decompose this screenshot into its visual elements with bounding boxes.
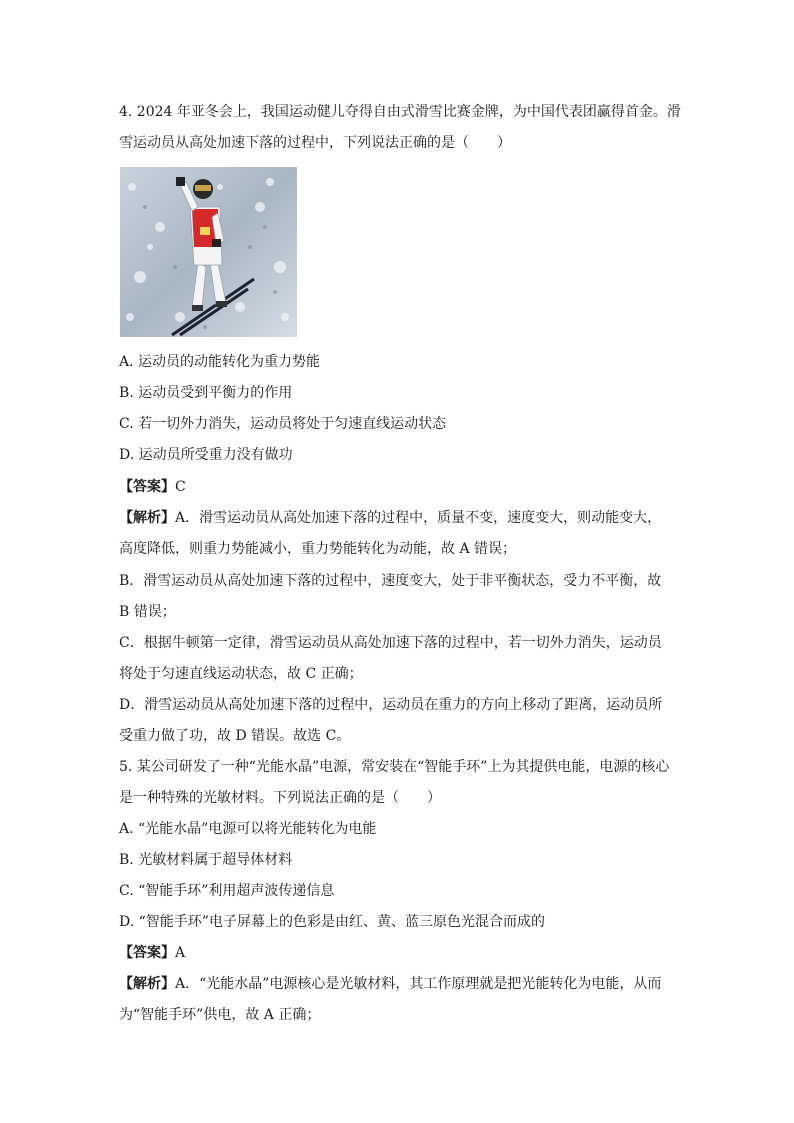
analysis-text: A．滑雪运动员从高处加速下落的过程中，质量不变，速度变大，则动能变大， <box>175 510 662 526</box>
q4-analysis-line-7: D．滑雪运动员从高处加速下落的过程中，运动员在重力的方向上移动了距离，运动员所 <box>119 697 663 713</box>
q5-option-d: D. “智能手环”电子屏幕上的色彩是由红、黄、蓝三原色光混合而成的 <box>119 914 545 930</box>
q4-option-a: A. 运动员的动能转化为重力势能 <box>119 354 321 370</box>
q4-analysis-line-3: B．滑雪运动员从高处加速下落的过程中，速度变大，处于非平衡状态，受力不平衡，故 <box>119 573 662 589</box>
q4-analysis-line-8: 受重力做了功，故 D 错误。故选 C。 <box>119 728 351 744</box>
analysis-label: 【解析】 <box>119 510 175 526</box>
answer-label: 【答案】 <box>119 479 175 495</box>
q5-analysis-line-2: 为“智能手环”供电，故 A 正确； <box>119 1007 321 1023</box>
q5-stem-line-2: 是一种特殊的光敏材料。下列说法正确的是（ ） <box>119 790 441 806</box>
q4-option-b: B. 运动员受到平衡力的作用 <box>119 385 293 401</box>
answer-value: C <box>175 479 186 495</box>
q5-answer <box>119 944 185 962</box>
answer-label: 【答案】 <box>119 945 175 961</box>
q4-analysis-line-5: C．根据牛顿第一定律，滑雪运动员从高处加速下落的过程中，若一切外力消失，运动员 <box>119 635 662 651</box>
answer-value: A <box>175 945 186 961</box>
analysis-text: A．“光能水晶”电源核心是光敏材料，其工作原理就是把光能转化为电能，从而 <box>175 976 662 992</box>
q4-option-c: C. 若一切外力消失，运动员将处于匀速直线运动状态 <box>119 416 447 432</box>
q4-analysis-line-1 <box>119 509 661 527</box>
q4-option-d: D. 运动员所受重力没有做功 <box>119 447 293 463</box>
q4-analysis-line-4: B 错误； <box>119 604 176 620</box>
q4-analysis-line-2: 高度降低，则重力势能减小，重力势能转化为动能，故 A 错误； <box>119 541 517 557</box>
q5-option-a: A. “光能水晶”电源可以将光能转化为电能 <box>119 821 377 837</box>
q5-stem-line-1: 5. 某公司研发了一种“光能水晶”电源，常安装在“智能手环”上为其提供电能，电源的核心 <box>119 759 670 775</box>
analysis-label: 【解析】 <box>119 976 175 992</box>
skier-photo <box>120 167 297 337</box>
q4-analysis-line-6: 将处于匀速直线运动状态，故 C 正确； <box>119 666 363 682</box>
q5-analysis-line-1 <box>119 975 661 993</box>
q5-option-b: B. 光敏材料属于超导体材料 <box>119 852 293 868</box>
q4-stem-line-1: 4. 2024 年亚冬会上，我国运动健儿夺得自由式滑雪比赛金牌，为中国代表团赢得首金。滑 <box>119 104 681 120</box>
q4-stem-line-2: 雪运动员从高处加速下落的过程中，下列说法正确的是（ ） <box>119 135 511 151</box>
q4-answer <box>119 478 186 496</box>
q5-option-c: C. “智能手环”利用超声波传递信息 <box>119 883 335 899</box>
